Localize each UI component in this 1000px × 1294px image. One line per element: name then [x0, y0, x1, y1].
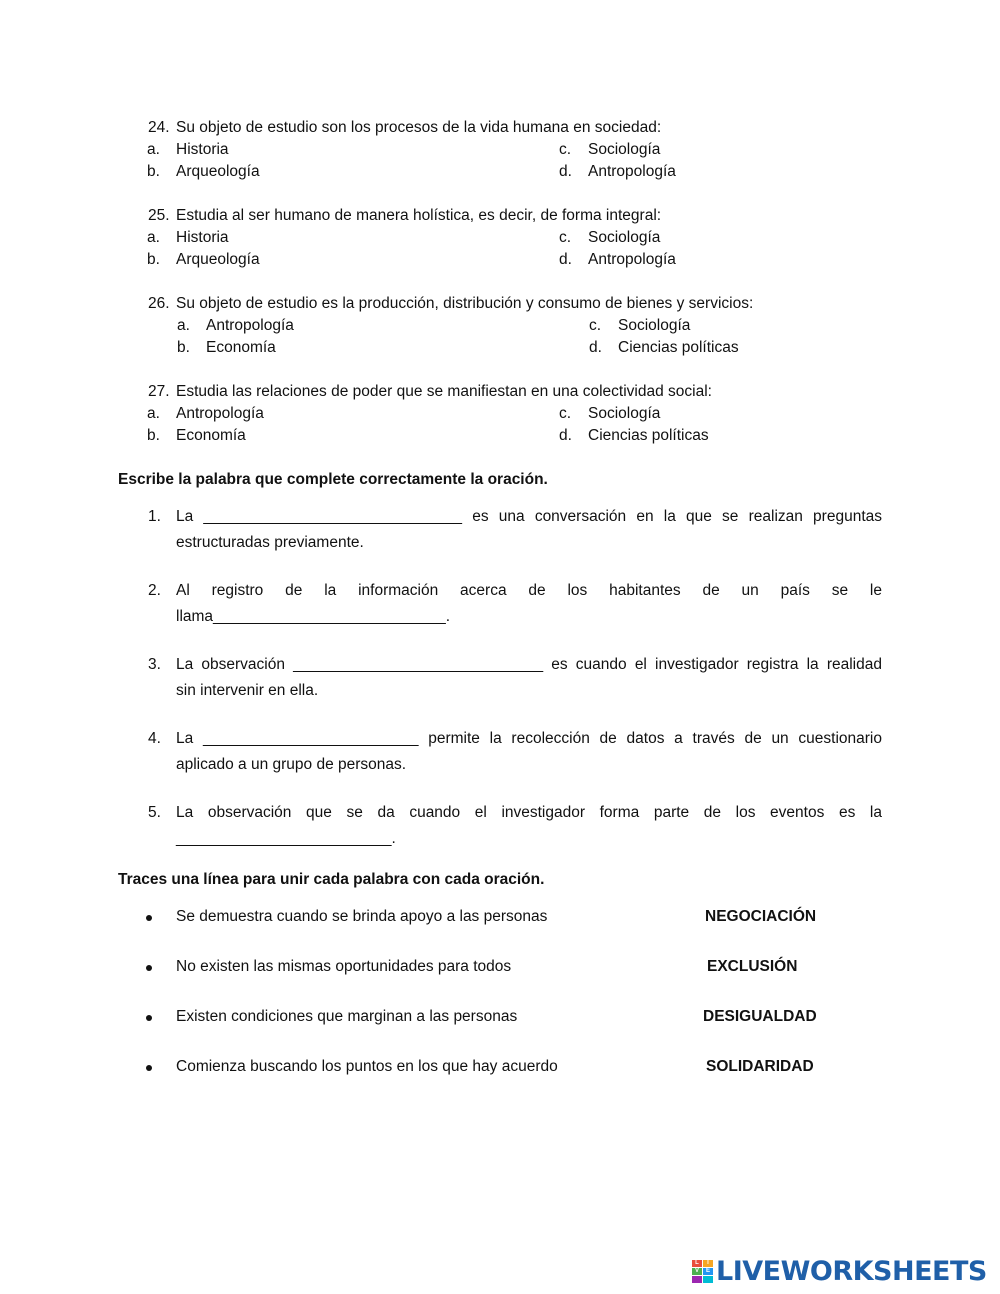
question-number: 27. [148, 383, 170, 400]
option-text: Arqueología [176, 251, 260, 268]
question-number: 24. [148, 119, 170, 136]
fill-item-number: 3. [148, 656, 161, 673]
match-word: EXCLUSIÓN [707, 958, 798, 975]
option-text: Sociología [588, 229, 661, 246]
fill-item [0, 656, 1000, 706]
option-letter: d. [559, 427, 572, 444]
option-letter: c. [559, 405, 572, 422]
option-letter: c. [559, 141, 572, 158]
fill-item-line: La observación que se da cuando el investigador forma parte de los eventos es la [176, 804, 882, 821]
fill-item-line: estructuradas previamente. [176, 534, 364, 551]
match-sentence: Existen condiciones que marginan a las personas [176, 1008, 518, 1025]
fill-item-line: _________________________. [176, 830, 396, 847]
match-word: NEGOCIACIÓN [705, 908, 817, 925]
fill-item-line: llama___________________________. [176, 608, 451, 625]
option-text: Ciencias políticas [618, 339, 739, 356]
question-text: Su objeto de estudio son los procesos de la vida humana en sociedad: [176, 119, 662, 136]
option-letter: a. [147, 229, 160, 246]
bullet-icon [146, 1015, 152, 1021]
question-text: Su objeto de estudio es la producción, distribución y consumo de bienes y servicios: [176, 295, 754, 312]
option-letter: b. [147, 427, 160, 444]
logo-text: LIVEWORKSHEETS [716, 1256, 987, 1287]
option-letter: d. [589, 339, 602, 356]
option-letter: b. [177, 339, 190, 356]
option-letter: c. [559, 229, 572, 246]
question-26 [0, 295, 1000, 365]
option-text: Ciencias políticas [588, 427, 709, 444]
question-number: 25. [148, 207, 170, 224]
fill-item-number: 2. [148, 582, 161, 599]
match-sentence: Comienza buscando los puntos en los que hay acuerdo [176, 1058, 558, 1075]
bullet-icon [146, 965, 152, 971]
option-letter: b. [147, 251, 160, 268]
fill-item-line: La ______________________________ es una conversación en la que se realizan preguntas [176, 508, 882, 525]
fill-item-line: sin intervenir en ella. [176, 682, 319, 699]
match-word: SOLIDARIDAD [706, 1058, 814, 1075]
option-text: Economía [206, 339, 276, 356]
question-number: 26. [148, 295, 170, 312]
fill-item [0, 804, 1000, 854]
option-letter: a. [177, 317, 190, 334]
question-text: Estudia al ser humano de manera holística, es decir, de forma integral: [176, 207, 662, 224]
match-item [0, 908, 1000, 930]
question-27 [0, 383, 1000, 453]
option-letter: d. [559, 163, 572, 180]
option-letter: c. [589, 317, 602, 334]
option-text: Antropología [588, 163, 676, 180]
fill-item [0, 508, 1000, 558]
option-text: Sociología [618, 317, 691, 334]
question-25 [0, 207, 1000, 277]
fill-item [0, 582, 1000, 632]
bullet-icon [146, 1065, 152, 1071]
match-sentence: Se demuestra cuando se brinda apoyo a las personas [176, 908, 548, 925]
option-text: Arqueología [176, 163, 260, 180]
option-text: Antropología [206, 317, 294, 334]
fill-item-line: Al registro de la información acerca de los habitantes de un país se le [176, 582, 882, 599]
match-item [0, 1008, 1000, 1030]
fill-item [0, 730, 1000, 780]
question-text: Estudia las relaciones de poder que se manifiestan en una colectividad social: [176, 383, 712, 400]
logo-blocks-icon: L I V E [692, 1260, 713, 1283]
option-text: Historia [176, 141, 229, 158]
option-letter: a. [147, 405, 160, 422]
fill-item-number: 1. [148, 508, 161, 525]
option-text: Sociología [588, 405, 661, 422]
question-24 [0, 119, 1000, 189]
bullet-icon [146, 915, 152, 921]
option-text: Economía [176, 427, 246, 444]
fill-item-number: 5. [148, 804, 161, 821]
option-letter: b. [147, 163, 160, 180]
match-word: DESIGUALDAD [703, 1008, 817, 1025]
option-letter: a. [147, 141, 160, 158]
match-item [0, 1058, 1000, 1080]
match-sentence: No existen las mismas oportunidades para todos [176, 958, 512, 975]
match-item [0, 958, 1000, 980]
match-section-heading: Traces una línea para unir cada palabra con cada oración. [118, 871, 545, 888]
fill-item-line: La _________________________ permite la recolección de datos a través de un cuestionario [176, 730, 882, 747]
option-text: Antropología [176, 405, 264, 422]
option-text: Sociología [588, 141, 661, 158]
option-text: Antropología [588, 251, 676, 268]
fill-item-line: aplicado a un grupo de personas. [176, 756, 407, 773]
fill-item-number: 4. [148, 730, 161, 747]
fill-item-line: La observación _____________________________ es cuando el investigador registra la realidad [176, 656, 882, 673]
option-text: Historia [176, 229, 229, 246]
liveworksheets-logo [692, 1256, 987, 1287]
fill-section-heading: Escribe la palabra que complete correctamente la oración. [118, 471, 548, 488]
option-letter: d. [559, 251, 572, 268]
